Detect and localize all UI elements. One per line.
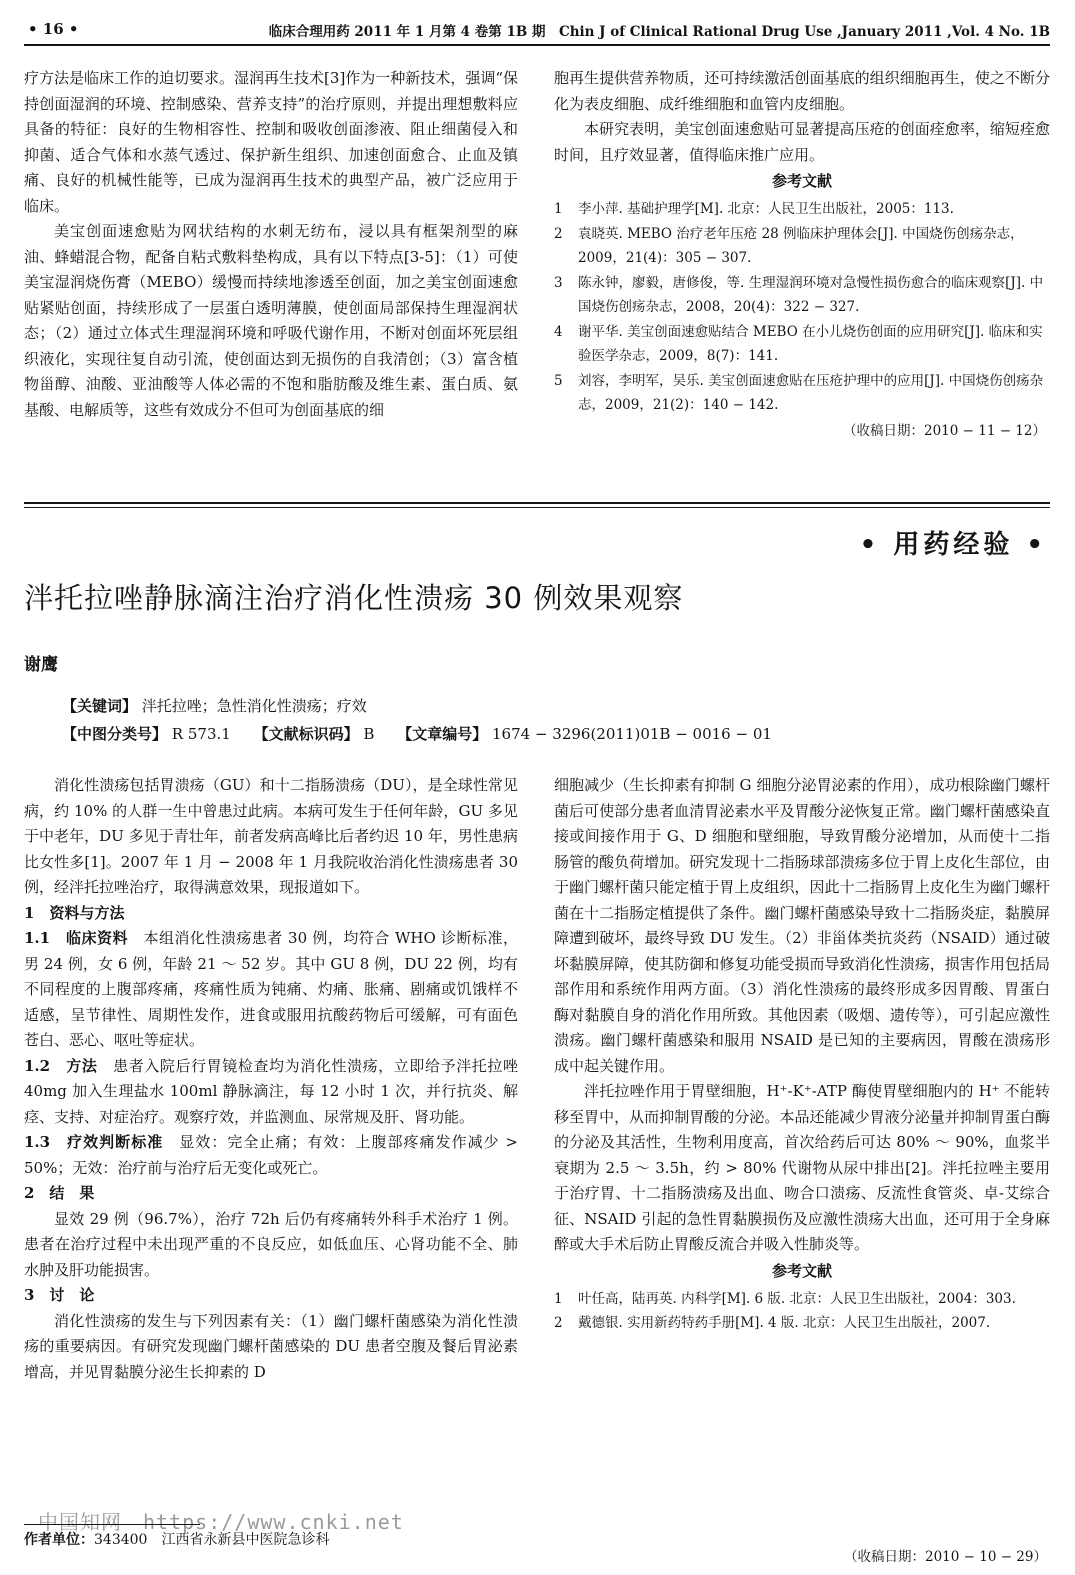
doc-code-label: 【文献标识码】	[253, 725, 359, 743]
article-right-column	[554, 773, 1050, 1336]
doc-code-value: B	[363, 725, 375, 743]
discussion-paragraph: 泮托拉唑作用于胃壁细胞，H⁺-K⁺-ATP 酶使胃壁细胞内的 H⁺ 不能转移至胃中，从而抑制胃酸的分泌。本品还能减少胃液分泌量并抑制胃蛋白酶的分泌及其活性，生物利用度高，首次给药后可达 80% ～ 90%，血浆半衰期为 2.5 ～ 3.5h，约 > 80% 代谢物从尿中排出[2]。泮托拉唑主要用于治疗胃、十二指肠溃疡及出血、吻合口溃疡、反流性食管炎、卓-艾综合征、NSAID 引起的急性胃黏膜损伤及应激性溃疡大出血，还可用于全身麻醉或大手术后防止胃酸反流合并吸入性肺炎等。	[554, 1082, 1050, 1253]
prev-article-right-column	[554, 66, 1050, 444]
keywords: 泮托拉唑；急性消化性溃疡；疗效	[141, 697, 367, 715]
keywords-line	[62, 695, 367, 716]
section-label: • 用药经验 •	[859, 530, 1047, 560]
prev-references-list	[554, 197, 1050, 418]
subsection-paragraph: 1.2 方法 患者入院后行胃镜检查均为消化性溃疡，立即给予泮托拉唑 40mg 加入生理盐水 100ml 静脉滴注，每 12 小时 1 次，并行抗炎、解痉、支持、对症治疗。观察疗效，并监测血、尿常规及肝、肾功能。	[24, 1056, 518, 1126]
intro-paragraph: 消化性溃疡包括胃溃疡（GU）和十二指肠溃疡（DU），是全球性常见病，约 10% 的人群一生中曾患过此病。本病可发生于任何年龄，GU 多见于中老年，DU 多见于青壮年，前者发病高峰比后者约迟 10 年，男性患病比女性多[1]。2007 年 1 月 − 2008 年 1 月我院收治消化性溃疡患者 30 例，经泮托拉唑治疗，取得满意效果，现报道如下。	[24, 776, 518, 896]
author-affiliation: 作者单位：343400 江西省永新县中医院急诊科	[24, 1532, 330, 1548]
received-date: （收稿日期：2010 − 11 − 12）	[842, 422, 1046, 439]
page-number: • 16 •	[28, 20, 79, 38]
clc-label: 【中图分类号】	[62, 725, 168, 743]
journal-info: 临床合理用药 2011 年 1 月第 4 卷第 1B 期 Chin J of Clinical Rational Drug Use ,January 2011 ,Vol. 4 No. 1B	[268, 24, 1050, 40]
reference-item: 3 陈永钟，廖毅，唐修俊，等. 生理湿润环境对急慢性损伤愈合的临床观察[J]. 中国烧伤创疡杂志，2008，20(4)：322 − 327.	[554, 274, 1044, 315]
subsection-paragraph: 1.1 临床资料 本组消化性溃疡患者 30 例，均符合 WHO 诊断标准，男 24 例，女 6 例，年龄 21 ～ 52 岁。其中 GU 8 例，DU 22 例，均有不同程度的上腹部疼痛，疼痛性质为钝痛、灼痛、胀痛、剧痛或饥饿样不适感，呈节律性、周期性发作，进食或服用抗酸药物后可缓解，可有面色苍白、恶心、呕吐等症状。	[24, 929, 518, 1049]
discussion-paragraph: 消化性溃疡的发生与下列因素有关：（1）幽门螺杆菌感染为消化性溃疡的重要病因。有研究发现幽门螺杆菌感染的 DU 患者空腹及餐后胃泌素增高，并见胃黏膜分泌生长抑素的 D	[24, 1311, 518, 1381]
received-date: （收稿日期：2010 − 10 − 29）	[843, 1549, 1047, 1565]
section-heading: 3 讨 论	[24, 1286, 95, 1304]
article-title: 泮托拉唑静脉滴注治疗消化性溃疡 30 例效果观察	[24, 581, 684, 615]
results-paragraph: 显效 29 例（96.7%），治疗 72h 后仍有疼痛转外科手术治疗 1 例。患者在治疗过程中未出现严重的不良反应，如低血压、心肾功能不全、肺水肿及肝功能损害。	[24, 1209, 518, 1279]
header-rule	[24, 44, 1050, 46]
prev-paragraph: 美宝创面速愈贴为网状结构的水刺无纺布，浸以具有框架剂型的麻油、蜂蜡混合物，配备自粘式敷料垫构成，具有以下特点[3-5]：（1）可使美宝湿润烧伤膏（MEBO）缓慢而持续地渗透至创面，加之美宝创面速愈贴紧贴创面，持续形成了一层蛋白透明薄膜，使创面局部保持生理湿润状态；（2）通过立体式生理湿润环境和呼吸代谢作用，不断对创面坏死层组织液化，实现往复自动引流，使创面达到无损伤的自我清创；（3）富含植物甾醇、油酸、亚油酸等人体必需的不饱和脂肪酸及维生素、蛋白质、氨基酸、电解质等，这些有效成分不但可为创面基底的细	[24, 222, 518, 419]
reference-item: 1 叶任高，陆再英. 内科学[M]. 6 版. 北京：人民卫生出版社，2004：303.	[554, 1290, 1016, 1307]
article-divider-thin	[24, 507, 1050, 508]
prev-article-left-column	[24, 66, 518, 423]
reference-item: 2 袁晓英. MEBO 治疗老年压疮 28 例临床护理体会[J]. 中国烧伤创疡杂志，2009，21(4)：305 − 307.	[554, 225, 1024, 266]
article-no-label: 【文章编号】	[397, 725, 488, 743]
reference-item: 4 谢平华. 美宝创面速愈贴结合 MEBO 在小儿烧伤创面的应用研究[J]. 临床和实验医学杂志，2009，8(7)：141.	[554, 323, 1043, 364]
footnote-rule	[24, 1524, 200, 1525]
references-heading: 参考文献	[771, 172, 832, 190]
prev-paragraph: 本研究表明，美宝创面速愈贴可显著提高压疮的创面痊愈率，缩短痊愈时间，且疗效显著，值得临床推广应用。	[554, 120, 1050, 164]
article-left-column	[24, 773, 518, 1385]
article-divider	[24, 502, 1050, 504]
subsection-paragraph: 1.3 疗效判断标准 显效：完全止痛；有效：上腹部疼痛发作减少 > 50%；无效：治疗前与治疗后无变化或死亡。	[24, 1133, 518, 1177]
prev-paragraph: 胞再生提供营养物质，还可持续激活创面基底的组织细胞再生，使之不断分化为表皮细胞、成纤维细胞和血管内皮细胞。	[554, 69, 1050, 113]
section-heading: 1 资料与方法	[24, 903, 125, 922]
clc-value: R 573.1	[171, 725, 231, 743]
prev-paragraph: 疗方法是临床工作的迫切要求。湿润再生技术[3]作为一种新技术，强调“保持创面湿润的环境、控制感染、营养支持”的治疗原则，并提出理想敷料应具备的特征：良好的生物相容性、控制和吸收创面渗液、阻止细菌侵入和抑菌、适合气体和水蒸气透过、保护新生组织、加速创面愈合、止血及镇痛、良好的机械性能等，已成为湿润再生技术的典型产品，被广泛应用于临床。	[24, 69, 518, 215]
article-author: 谢鹰	[24, 655, 58, 675]
classification-line	[62, 723, 772, 744]
keywords-label: 【关键词】	[62, 697, 138, 715]
discussion-paragraph: 细胞减少（生长抑素有抑制 G 细胞分泌胃泌素的作用），成功根除幽门螺杆菌后可使部分患者血清胃泌素水平及胃酸分泌恢复正常。幽门螺杆菌感染直接或间接作用于 G、D 细胞和壁细胞，导致胃酸分泌增加，从而使十二指肠管的酸负荷增加。研究发现十二指肠球部溃疡多位于胃上皮化生部位，由于幽门螺杆菌只能定植于胃上皮组织，因此十二指肠胃上皮化生为幽门螺杆菌在十二指肠定植提供了条件。幽门螺杆菌感染导致十二指肠炎症，黏膜屏障遭到破坏，最终导致 DU 发生。（2）非甾体类抗炎药（NSAID）通过破坏黏膜屏障，使其防御和修复功能受损而导致消化性溃疡，损害作用包括局部作用和系统作用两方面。（3）消化性溃疡的最终形成多因胃酸、胃蛋白酶对黏膜自身的消化作用所致。其他因素（吸烟、遗传等），可引起应激性溃疡。幽门螺杆菌感染和服用 NSAID 是已知的主要病因，胃酸在溃疡形成中起关键作用。	[554, 776, 1050, 1075]
running-header	[24, 16, 1050, 42]
reference-item: 1 李小萍. 基础护理学[M]. 北京：人民卫生出版社，2005：113.	[554, 201, 954, 217]
watermark: 中国知网 https://www.cnki.net	[38, 1510, 404, 1534]
references-heading: 参考文献	[771, 1261, 832, 1280]
reference-item: 5 刘容，李明军，吴乐. 美宝创面速愈贴在压疮护理中的应用[J]. 中国烧伤创疡杂志，2009，21(2)：140 − 142.	[554, 372, 1044, 413]
section-heading: 2 结 果	[24, 1184, 95, 1202]
article-no-value: 1674 − 3296(2011)01B − 0016 − 01	[492, 725, 772, 743]
references-list	[554, 1287, 1050, 1336]
reference-item: 2 戴德银. 实用新药特药手册[M]. 4 版. 北京：人民卫生出版社，2007.	[554, 1315, 991, 1331]
